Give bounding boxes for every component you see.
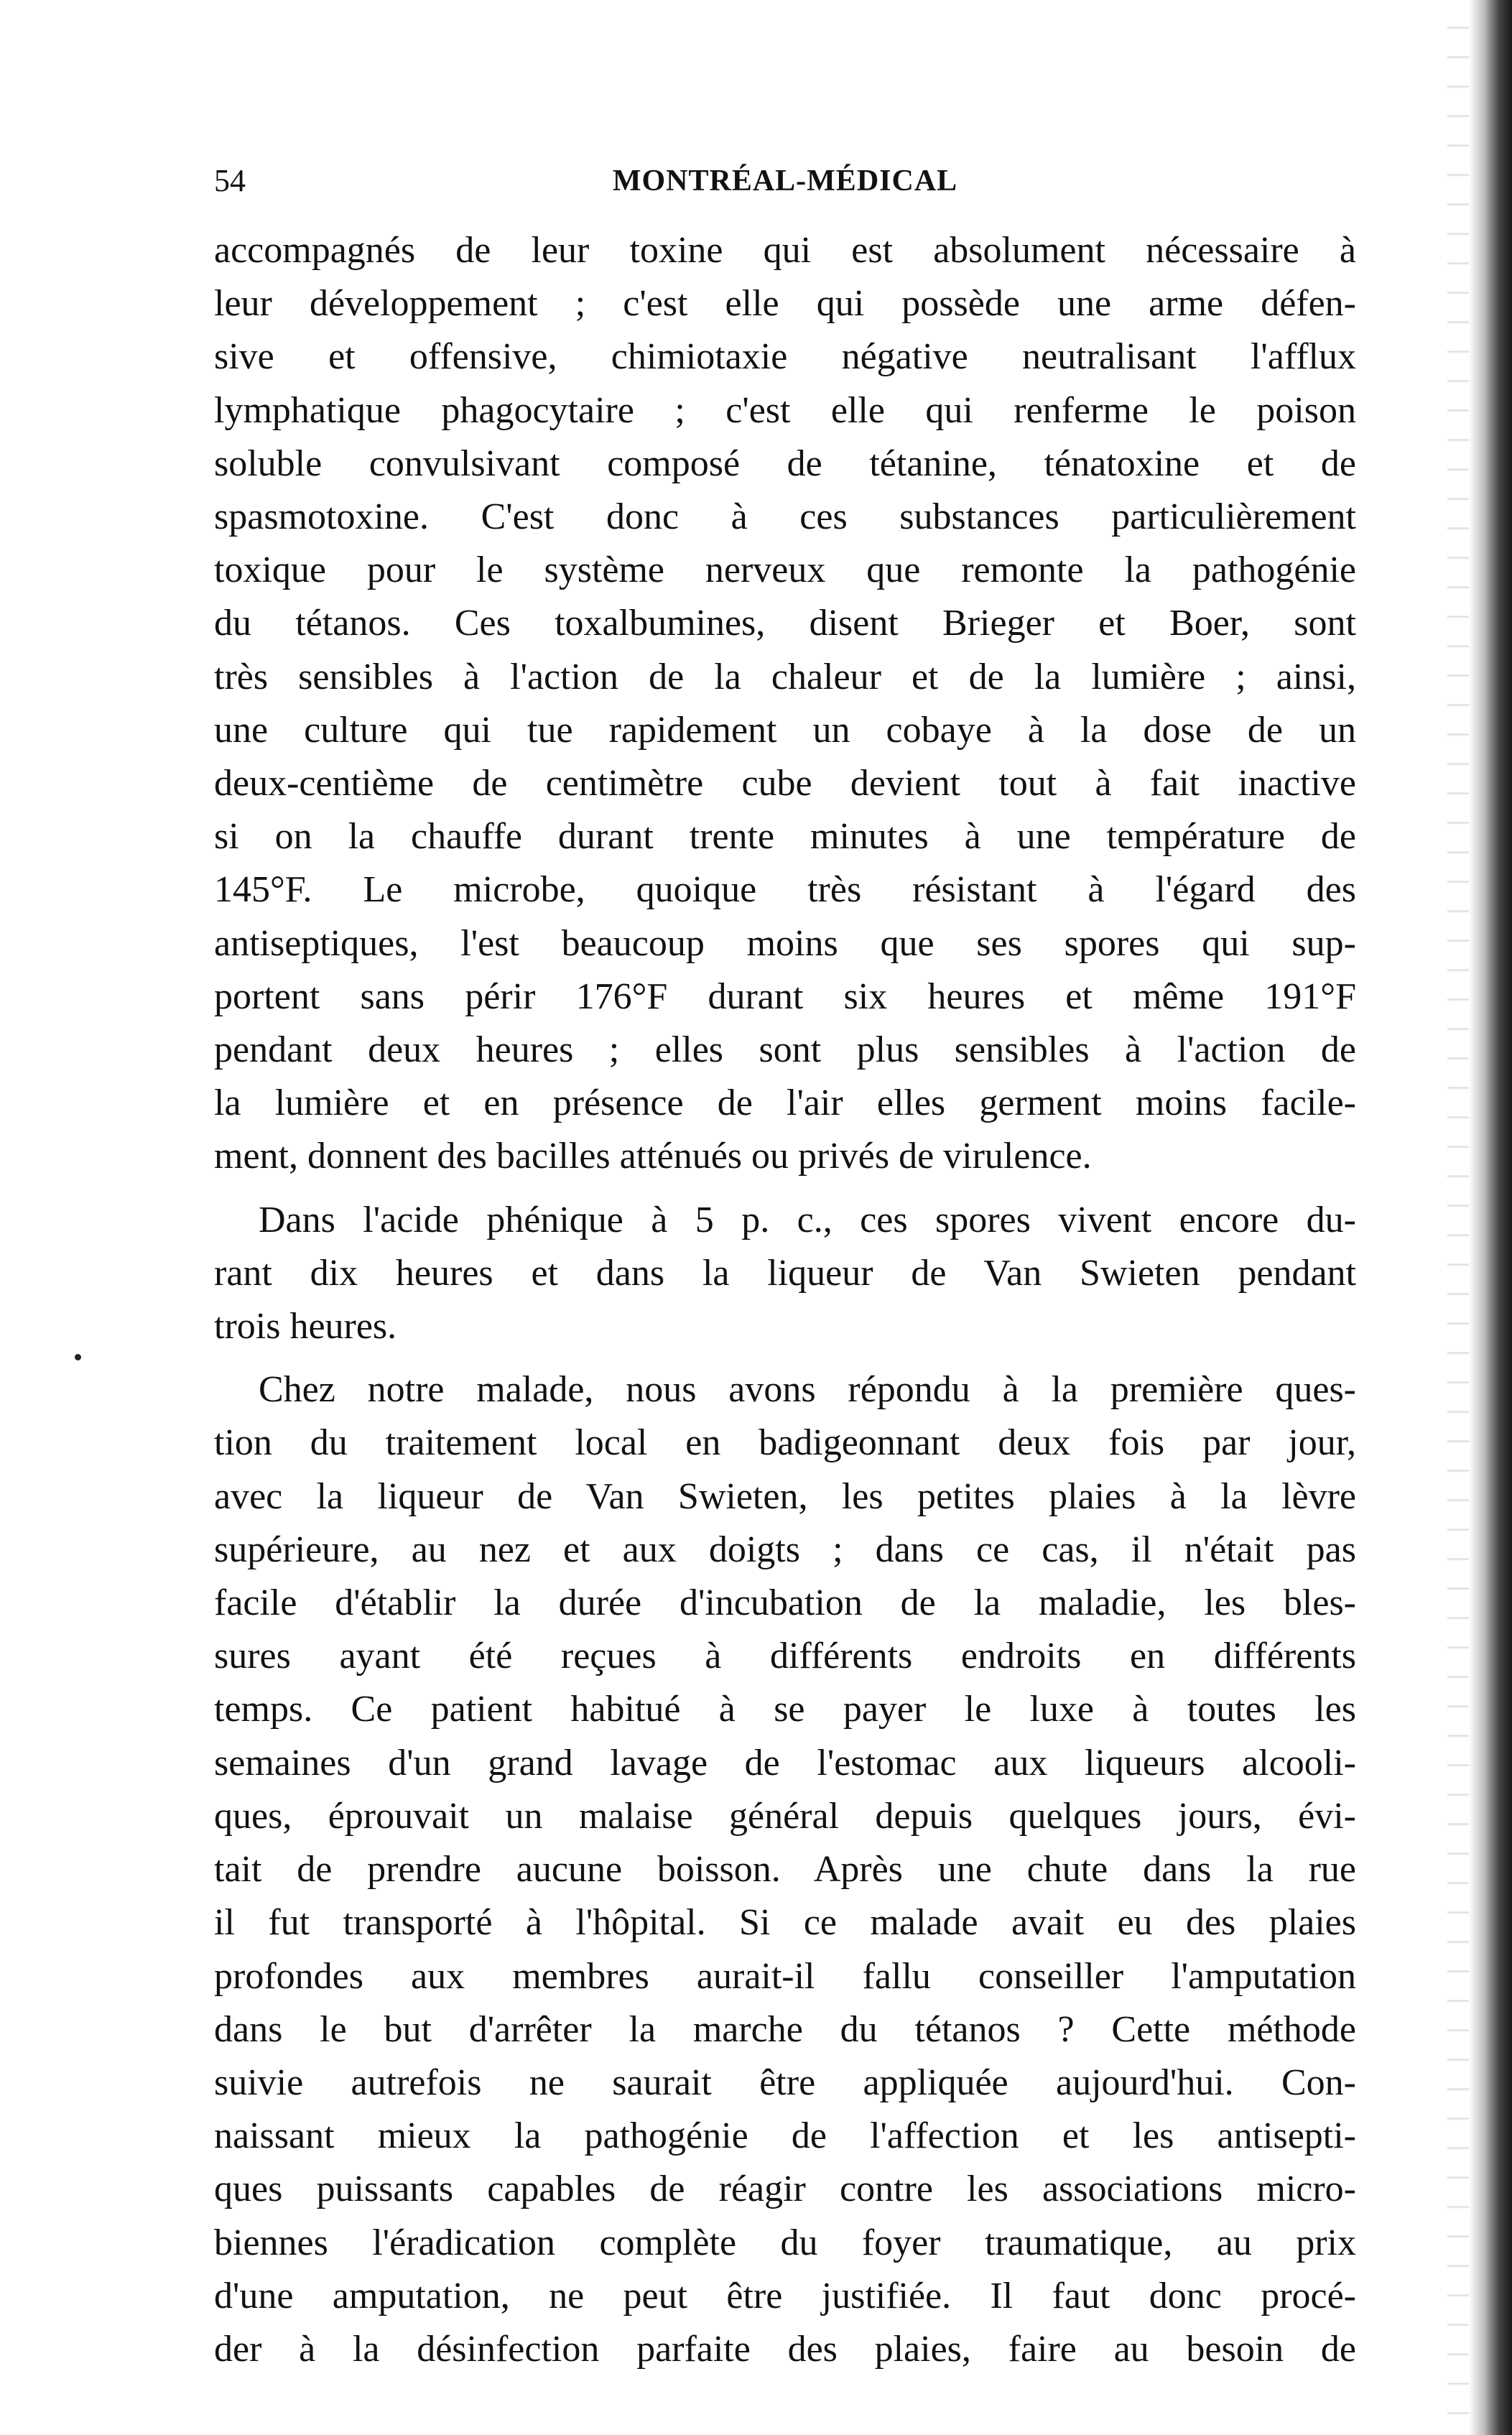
text-line: antiseptiques, l'est beaucoup moins que ses spores qui sup- bbox=[214, 922, 1356, 964]
paragraph-2 bbox=[214, 1194, 1356, 1354]
text-line: soluble convulsivant composé de tétanine, ténatoxine et de bbox=[214, 442, 1356, 484]
text-line: ment, donnent des bacilles atténués ou privés de virulence. bbox=[214, 1136, 1092, 1177]
text-line: d'une amputation, ne peut être justifiée. Il faut donc procé- bbox=[214, 2275, 1356, 2316]
scan-edge-shadow bbox=[1469, 0, 1512, 2435]
text-line: supérieure, au nez et aux doigts ; dans ce cas, il n'était pas bbox=[214, 1529, 1356, 1570]
text-line: très sensibles à l'action de la chaleur et de la lumière ; ainsi, bbox=[214, 656, 1356, 697]
page-header bbox=[214, 159, 1356, 203]
body-text bbox=[214, 224, 1356, 2376]
text-line: biennes l'éradication complète du foyer traumatique, au prix bbox=[214, 2222, 1356, 2263]
text-line: der à la désinfection parfaite des plaies, faire au besoin de bbox=[214, 2328, 1356, 2370]
text-line: toxique pour le système nerveux que remonte la pathogénie bbox=[214, 549, 1356, 591]
text-line: temps. Ce patient habitué à se payer le luxe à toutes les bbox=[214, 1689, 1356, 1730]
text-line: du tétanos. Ces toxalbumines, disent Brieger et Boer, sont bbox=[214, 603, 1356, 644]
text-line: ques puissants capables de réagir contre les associations micro- bbox=[214, 2169, 1356, 2210]
text-line: si on la chauffe durant trente minutes à une température de bbox=[214, 816, 1356, 858]
paragraph-1 bbox=[214, 224, 1356, 1184]
text-line: portent sans périr 176°F durant six heures et même 191°F bbox=[214, 975, 1356, 1017]
text-line: ques, éprouvait un malaise général depuis quelques jours, évi- bbox=[214, 1795, 1356, 1837]
text-line: tion du traitement local en badigeonnant deux fois par jour, bbox=[214, 1422, 1356, 1464]
text-line: Chez notre malade, nous avons répondu à la première ques- bbox=[259, 1369, 1356, 1411]
paragraph-3 bbox=[214, 1363, 1356, 2376]
text-line: Dans l'acide phénique à 5 p. c., ces spores vivent encore du- bbox=[259, 1199, 1356, 1240]
text-line: il fut transporté à l'hôpital. Si ce malade avait eu des plaies bbox=[214, 1902, 1356, 1944]
text-line: suivie autrefois ne saurait être appliquée aujourd'hui. Con- bbox=[214, 2061, 1356, 2103]
text-line: la lumière et en présence de l'air elles germent moins facile- bbox=[214, 1082, 1356, 1124]
running-head: MONTRÉAL-MÉDICAL bbox=[612, 164, 958, 198]
paragraph-gap bbox=[214, 1184, 1356, 1194]
text-line: profondes aux membres aurait-il fallu conseiller l'amputation bbox=[214, 1955, 1356, 1997]
text-line: avec la liqueur de Van Swieten, les petites plaies à la lèvre bbox=[214, 1475, 1356, 1517]
text-line: leur développement ; c'est elle qui possède une arme défen- bbox=[214, 283, 1356, 325]
text-line: 145°F. Le microbe, quoique très résistant à l'égard des bbox=[214, 869, 1356, 911]
text-line: sures ayant été reçues à différents endroits en différents bbox=[214, 1636, 1356, 1677]
scan-speck bbox=[75, 1354, 81, 1360]
page-number: 54 bbox=[214, 163, 246, 198]
text-line: tait de prendre aucune boisson. Après une chute dans la rue bbox=[214, 1849, 1356, 1891]
scan-noise bbox=[1447, 0, 1469, 2435]
text-line: lymphatique phagocytaire ; c'est elle qui renferme le poison bbox=[214, 389, 1356, 431]
text-line: spasmotoxine. C'est donc à ces substances particulièrement bbox=[214, 496, 1356, 538]
text-line: semaines d'un grand lavage de l'estomac aux liqueurs alcooli- bbox=[214, 1742, 1356, 1784]
text-line: dans le but d'arrêter la marche du tétanos ? Cette méthode bbox=[214, 2008, 1356, 2050]
text-line: rant dix heures et dans la liqueur de Van Swieten pendant bbox=[214, 1252, 1356, 1294]
text-line: facile d'établir la durée d'incubation de la maladie, les bles- bbox=[214, 1582, 1356, 1624]
text-line: pendant deux heures ; elles sont plus sensibles à l'action de bbox=[214, 1029, 1356, 1071]
paragraph-gap bbox=[214, 1353, 1356, 1363]
text-line: accompagnés de leur toxine qui est absolument nécessaire à bbox=[214, 230, 1356, 271]
text-line: naissant mieux la pathogénie de l'affection et les antisepti- bbox=[214, 2115, 1356, 2157]
text-line: une culture qui tue rapidement un cobaye à la dose de un bbox=[214, 709, 1356, 751]
text-line: trois heures. bbox=[214, 1306, 397, 1348]
text-line: sive et offensive, chimiotaxie négative neutralisant l'afflux bbox=[214, 336, 1356, 378]
text-line: deux-centième de centimètre cube devient tout à fait inactive bbox=[214, 763, 1356, 804]
